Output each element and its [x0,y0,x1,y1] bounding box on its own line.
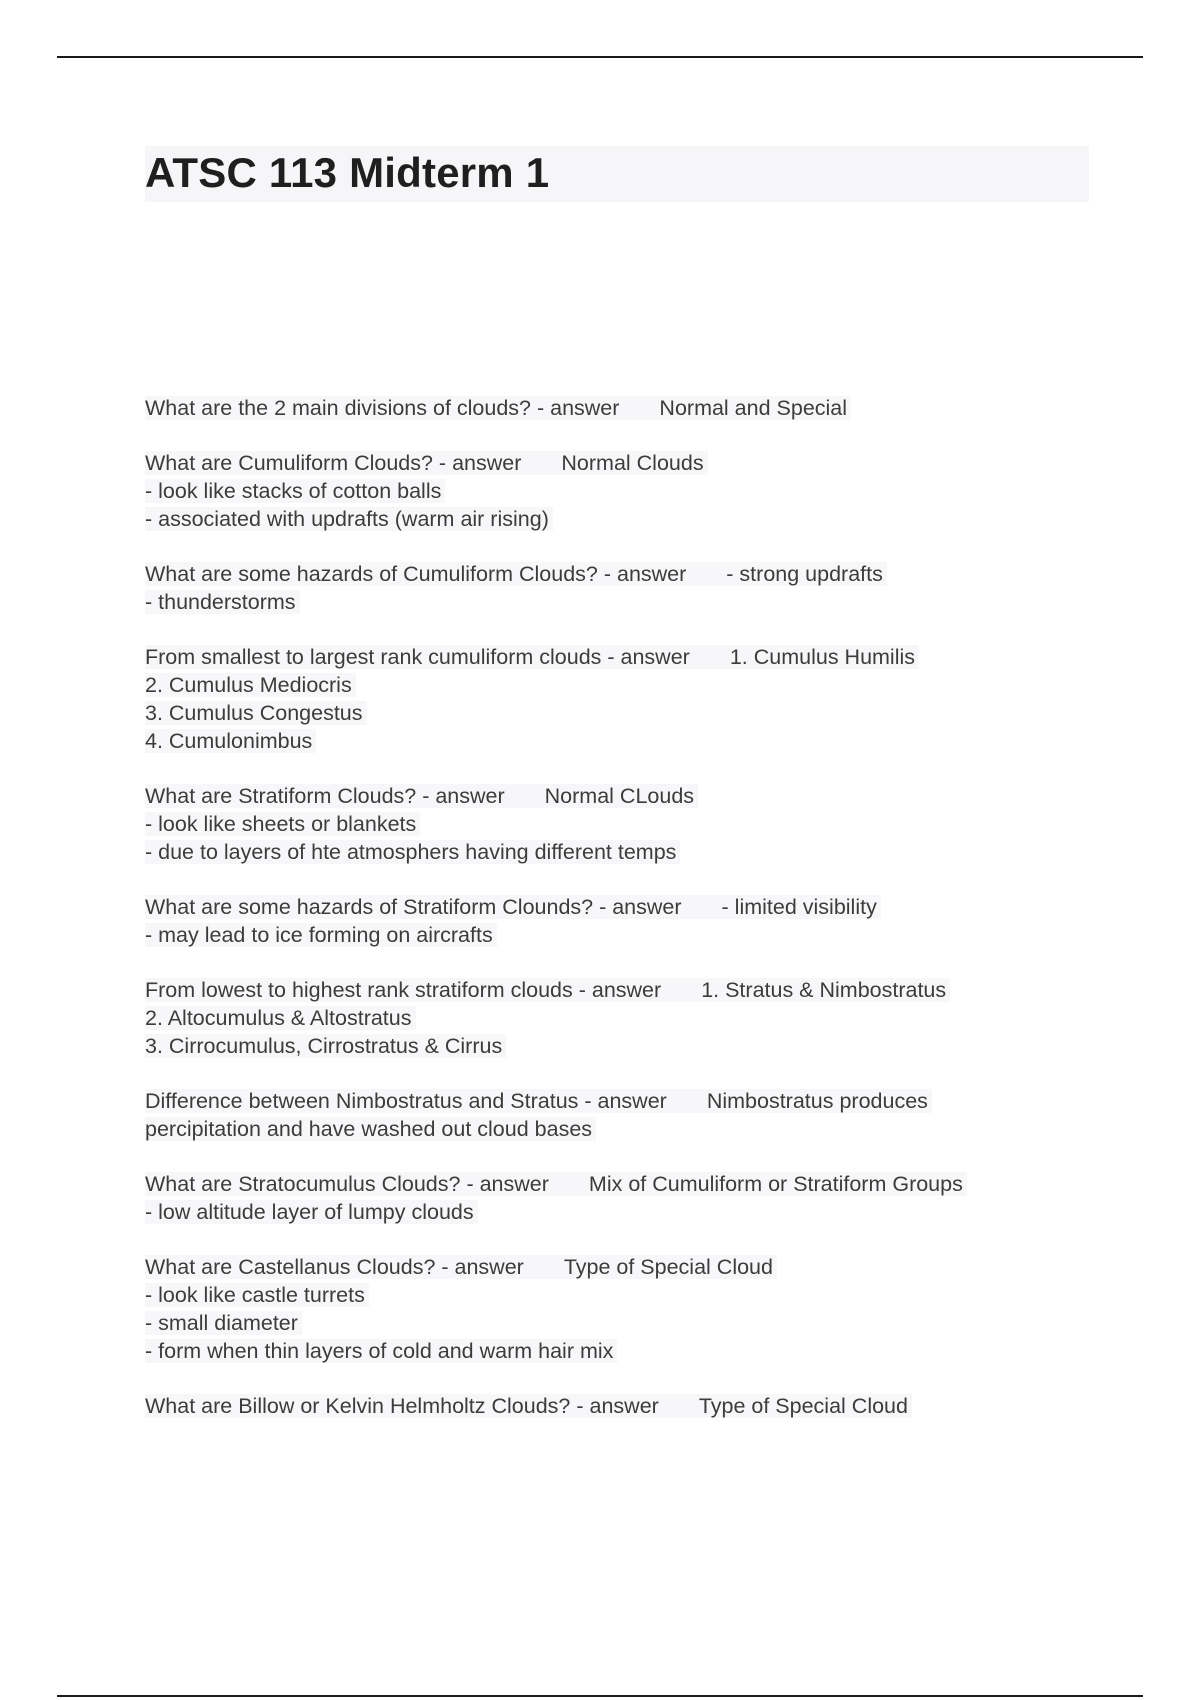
flashcard [145,1170,1065,1226]
answer-text: - strong updrafts [726,562,883,586]
question-text: What are some hazards of Stratiform Clounds? - answer [145,895,682,919]
flashcard [145,643,1065,755]
detail-line: percipitation and have washed out cloud bases [145,1115,1065,1143]
detail-line: 3. Cirrocumulus, Cirrostratus & Cirrus [145,1032,1065,1060]
question-line [145,394,1065,422]
detail-line: 2. Cumulus Mediocris [145,671,1065,699]
question-line [145,976,1065,1004]
answer-text: Normal and Special [659,396,848,420]
top-divider [57,56,1143,58]
question-line [145,449,1065,477]
page-title: ATSC 113 Midterm 1 [145,149,550,196]
question-text: What are some hazards of Cumuliform Clouds? - answer [145,562,687,586]
answer-text: 1. Stratus & Nimbostratus [701,978,947,1002]
question-text: What are Billow or Kelvin Helmholtz Clouds? - answer [145,1394,659,1418]
question-text: What are Stratocumulus Clouds? - answer [145,1172,549,1196]
answer-text: Type of Special Cloud [563,1255,773,1279]
question-text: From lowest to highest rank stratiform clouds - answer [145,978,662,1002]
flashcard [145,1392,1065,1420]
flashcard [145,976,1065,1060]
detail-line: 4. Cumulonimbus [145,727,1065,755]
detail-line: - associated with updrafts (warm air rising) [145,505,1065,533]
question-text: What are the 2 main divisions of clouds? - answer [145,396,620,420]
question-text: What are Cumuliform Clouds? - answer [145,451,522,475]
detail-line: - look like stacks of cotton balls [145,477,1065,505]
answer-text: - limited visibility [721,895,877,919]
answer-text: Normal Clouds [561,451,704,475]
question-line [145,1087,1065,1115]
question-text: What are Stratiform Clouds? - answer [145,784,505,808]
question-text: Difference between Nimbostratus and Stratus - answer [145,1089,667,1113]
question-text: From smallest to largest rank cumuliform clouds - answer [145,645,690,669]
detail-line: - look like sheets or blankets [145,810,1065,838]
detail-line: 2. Altocumulus & Altostratus [145,1004,1065,1032]
answer-text: 1. Cumulus Humilis [729,645,916,669]
detail-line: - due to layers of hte atmosphers having different temps [145,838,1065,866]
flashcard [145,893,1065,949]
answer-text: Mix of Cumuliform or Stratiform Groups [588,1172,963,1196]
question-line [145,1253,1065,1281]
flashcard-list [145,394,1065,1447]
question-line [145,782,1065,810]
detail-line: - form when thin layers of cold and warm hair mix [145,1337,1065,1365]
question-line [145,1170,1065,1198]
flashcard [145,449,1065,533]
question-text: What are Castellanus Clouds? - answer [145,1255,524,1279]
detail-line: - thunderstorms [145,588,1065,616]
flashcard [145,1253,1065,1365]
flashcard [145,560,1065,616]
question-line [145,1392,1065,1420]
answer-text: Type of Special Cloud [698,1394,908,1418]
detail-line: - low altitude layer of lumpy clouds [145,1198,1065,1226]
detail-line: - may lead to ice forming on aircrafts [145,921,1065,949]
flashcard [145,782,1065,866]
answer-text: Nimbostratus produces [706,1089,928,1113]
detail-line: 3. Cumulus Congestus [145,699,1065,727]
bottom-divider [57,1695,1143,1697]
answer-text: Normal CLouds [544,784,695,808]
question-line [145,643,1065,671]
question-line [145,560,1065,588]
detail-line: - small diameter [145,1309,1065,1337]
question-line [145,893,1065,921]
flashcard [145,394,1065,422]
flashcard [145,1087,1065,1143]
detail-line: - look like castle turrets [145,1281,1065,1309]
title-banner [145,146,1089,202]
